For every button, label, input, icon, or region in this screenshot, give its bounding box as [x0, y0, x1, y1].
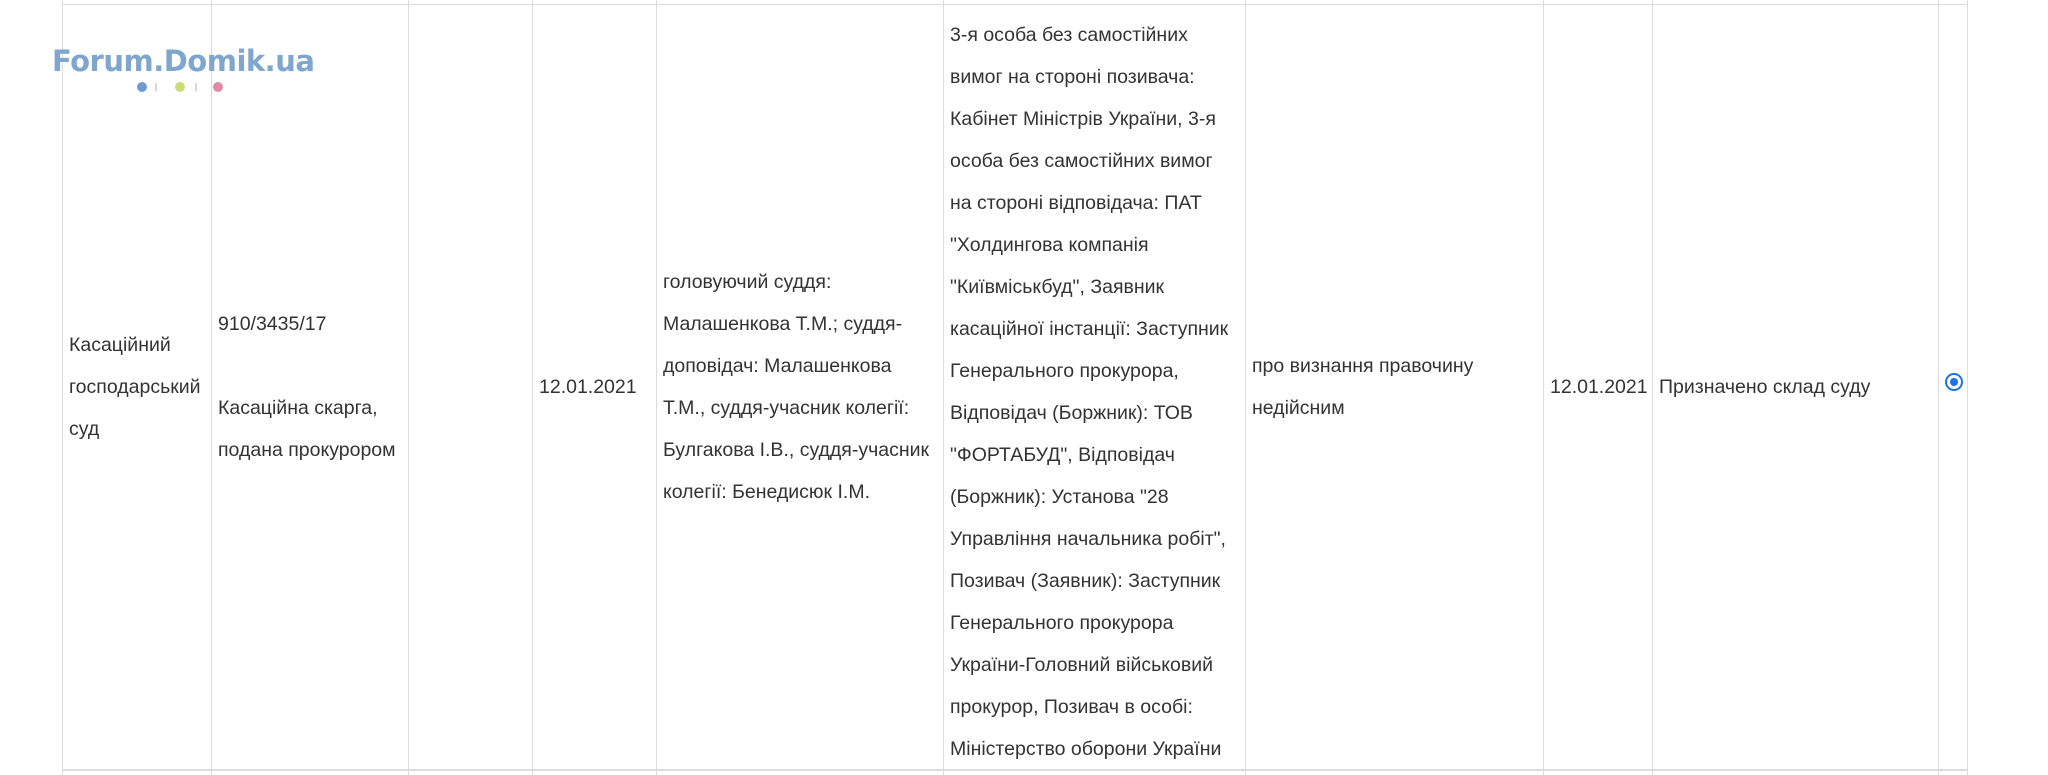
- watermark-dot-pink: [213, 82, 223, 92]
- watermark-dot-green: [175, 82, 185, 92]
- parties-cell: [944, 5, 1245, 769]
- case-subject: про визнання правочину недійсним: [1252, 355, 1474, 419]
- judges-composition: головуючий суддя: Малашенкова Т.М.; суддя-доповідач: Малашенкова Т.М., суддя-учасник колегії: Булгакова І.В., суддя-учасник колегії: Бенедисюк І.М.: [663, 271, 930, 503]
- court-name: Касаційний господарський суд: [69, 334, 201, 440]
- registration-date: 12.01.2021: [539, 376, 637, 398]
- watermark-dot-blue: [137, 82, 147, 92]
- registration-date-cell: [533, 5, 656, 769]
- status-date: 12.01.2021: [1550, 376, 1648, 398]
- watermark-dots-icon: [134, 80, 224, 94]
- empty-cell: [409, 5, 532, 769]
- forum-domik-watermark: [52, 44, 315, 100]
- row-select-radio[interactable]: [1945, 373, 1963, 391]
- case-status: Призначено склад суду: [1659, 376, 1871, 398]
- watermark-logo-text: Forum.Domik.ua: [52, 44, 315, 78]
- case-cell: [212, 5, 408, 769]
- subject-cell: [1246, 5, 1543, 769]
- status-cell: [1653, 5, 1938, 769]
- case-info: [218, 303, 402, 471]
- case-number[interactable]: 910/3435/17: [218, 313, 327, 335]
- status-date-cell: [1544, 5, 1652, 769]
- column-divider: [1938, 0, 1939, 775]
- case-parties: 3-я особа без самостійних вимог на стороні позивача: Кабінет Міністрів України, 3-я особа без самостійних вимог на стороні відповідача: ПАТ "Холдингова компанія "Київміськбуд", Заявник касаційної інстанції: Заступник Генерального прокурора, Відповідач (Боржник): ТОВ "ФОРТАБУД", Відповідач (Боржник): Установа "28 Управління начальника робіт", Позивач (Заявник): Заступник Генерального прокурора України-Головний військовий прокурор, Позивач в особі: Міністерство оборони України: [950, 24, 1229, 760]
- court-cell: [63, 5, 211, 769]
- proceeding-type: Касаційна скарга, подана прокурором: [218, 397, 396, 461]
- judges-cell: [657, 5, 943, 769]
